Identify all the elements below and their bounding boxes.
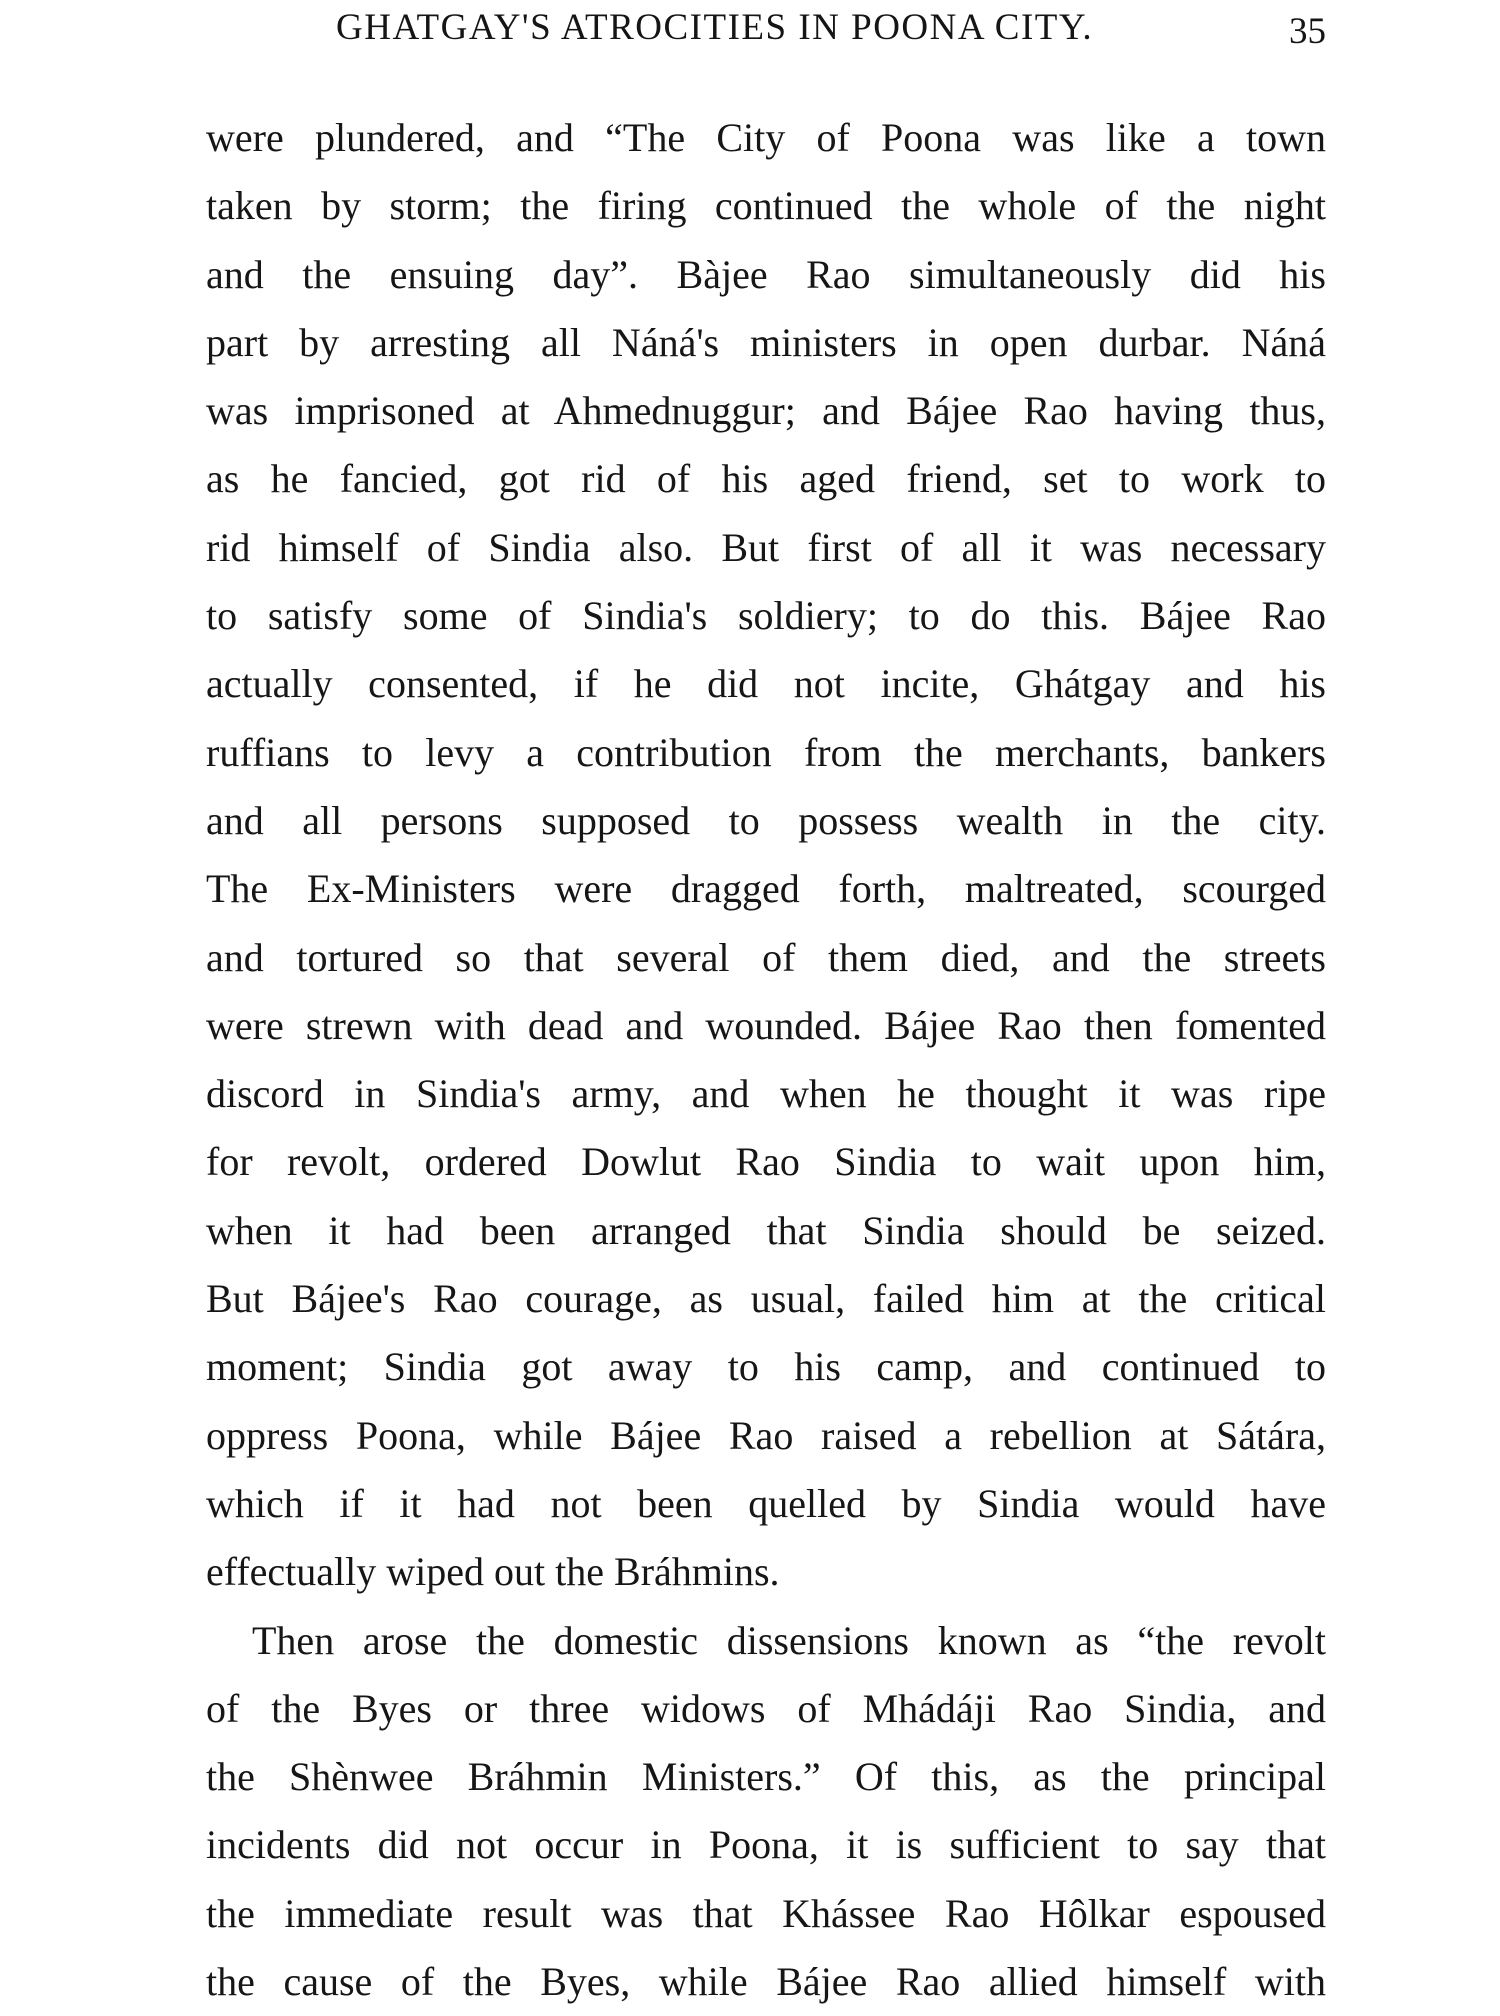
text-line: were plundered, and “The City of Poona was like a town (206, 115, 1326, 160)
running-title: GHATGAY'S ATROCITIES IN POONA CITY. (336, 7, 1094, 48)
text-line: of the Byes or three widows of Mhádáji Rao Sindia, and (206, 1685, 1326, 1731)
paragraph-1 (206, 104, 1326, 1607)
text-line: effectually wiped out the Bráhmins. (206, 1549, 780, 1595)
text-line: the Shènwee Bráhmin Ministers.” Of this, as the principal (206, 1754, 1326, 1800)
text-line: which if it had not been quelled by Sindia would have (206, 1480, 1326, 1526)
text-line: and all persons supposed to possess wealth in the city. (206, 797, 1326, 843)
text-line: rid himself of Sindia also. But first of all it was necessary (206, 524, 1326, 570)
text-line: for revolt, ordered Dowlut Rao Sindia to wait upon him, (206, 1139, 1326, 1185)
text-line: when it had been arranged that Sindia should be seized. (206, 1207, 1326, 1253)
paragraph-2 (206, 1607, 1326, 2016)
text-line: was imprisoned at Ahmednuggur; and Bájee Rao having thus, (206, 388, 1326, 434)
text-line: part by arresting all Náná's ministers in open durbar. Náná (206, 319, 1326, 365)
text-line: the immediate result was that Khássee Rao Hôlkar espoused (206, 1890, 1326, 1936)
running-head (206, 6, 1326, 56)
text-line: and tortured so that several of them died, and the streets (206, 934, 1326, 980)
text-line: moment; Sindia got away to his camp, and continued to (206, 1344, 1326, 1390)
text-line: The Ex-Ministers were dragged forth, maltreated, scourged (206, 866, 1326, 912)
text-line: and the ensuing day”. Bàjee Rao simultaneously did his (206, 251, 1326, 297)
text-line: taken by storm; the firing continued the whole of the night (206, 183, 1326, 229)
text-line: Then arose the domestic dissensions known as “the revolt (252, 1617, 1326, 1663)
text-line: actually consented, if he did not incite, Ghátgay and his (206, 661, 1326, 707)
text-line: as he fancied, got rid of his aged friend, set to work to (206, 456, 1326, 502)
text-line: to satisfy some of Sindia's soldiery; to do this. Bájee Rao (206, 593, 1326, 639)
body-text (206, 104, 1326, 2016)
page-number: 35 (1289, 11, 1326, 52)
text-line: oppress Poona, while Bájee Rao raised a rebellion at Sátára, (206, 1412, 1326, 1458)
text-line: the cause of the Byes, while Bájee Rao allied himself with (206, 1959, 1326, 2005)
text-line: But Bájee's Rao courage, as usual, failed him at the critical (206, 1276, 1326, 1322)
text-line: ruffians to levy a contribution from the merchants, bankers (206, 729, 1326, 775)
text-line: were strewn with dead and wounded. Bájee Rao then fomented (206, 1002, 1326, 1048)
text-line: discord in Sindia's army, and when he thought it was ripe (206, 1071, 1326, 1117)
text-line: incidents did not occur in Poona, it is sufficient to say that (206, 1822, 1326, 1868)
